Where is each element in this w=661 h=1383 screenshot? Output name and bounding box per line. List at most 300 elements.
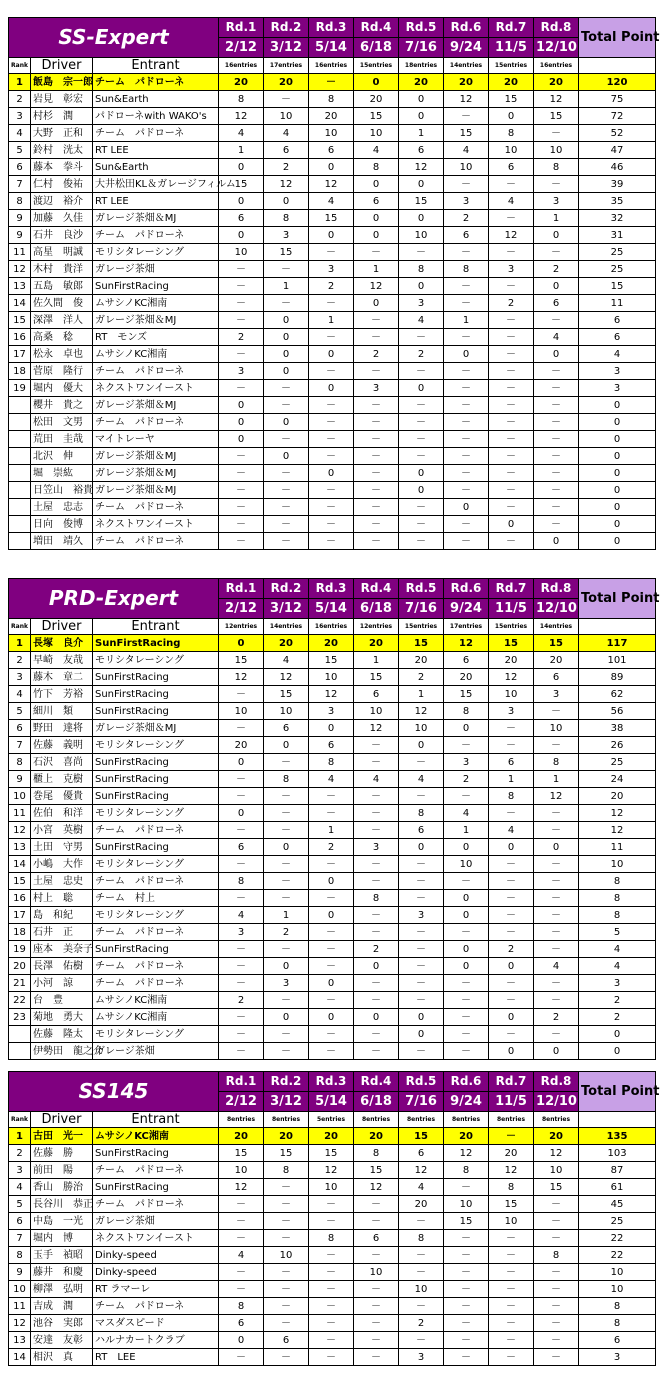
total-cell: 0 xyxy=(579,1043,656,1060)
points-cell: － xyxy=(489,873,534,890)
points-cell: 0 xyxy=(489,839,534,856)
points-cell: 6 xyxy=(219,1315,264,1332)
driver-header: Driver xyxy=(31,1112,93,1128)
points-cell: － xyxy=(399,941,444,958)
points-cell: 0 xyxy=(309,873,354,890)
standing-row xyxy=(9,108,656,125)
points-cell: － xyxy=(489,278,534,295)
points-cell: － xyxy=(264,822,309,839)
points-cell: － xyxy=(444,431,489,448)
points-cell: － xyxy=(354,516,399,533)
driver-cell: 伊勢田 龍之介 xyxy=(31,1043,93,1060)
points-cell: 6 xyxy=(354,193,399,210)
points-cell: 15 xyxy=(489,1196,534,1213)
entrant-cell: モリシタレーシング xyxy=(93,244,219,261)
class-title: SS145 xyxy=(9,1072,219,1112)
driver-cell: 佐伯 和洋 xyxy=(31,805,93,822)
entrant-cell: ガレージ茶畑＆MJ xyxy=(93,720,219,737)
round-label: Rd.1 xyxy=(219,1072,264,1092)
points-cell: － xyxy=(534,1213,579,1230)
round-date: 3/12 xyxy=(264,1092,309,1112)
total-cell: 24 xyxy=(579,771,656,788)
points-cell: 0 xyxy=(444,907,489,924)
total-cell: 8 xyxy=(579,1298,656,1315)
entrant-cell: RT LEE xyxy=(93,193,219,210)
points-cell: － xyxy=(309,1349,354,1366)
points-cell: 0 xyxy=(444,941,489,958)
points-cell: 10 xyxy=(264,703,309,720)
points-cell: 20 xyxy=(309,1128,354,1145)
points-cell: － xyxy=(219,295,264,312)
points-cell: 12 xyxy=(534,91,579,108)
entrant-cell: Dinky-speed xyxy=(93,1264,219,1281)
points-cell: 10 xyxy=(309,1179,354,1196)
points-cell: 4 xyxy=(444,805,489,822)
points-cell: 10 xyxy=(354,703,399,720)
rank-cell: 23 xyxy=(9,1009,31,1026)
points-cell: 4 xyxy=(354,142,399,159)
standing-row xyxy=(9,822,656,839)
points-cell: 12 xyxy=(534,788,579,805)
points-cell: 8 xyxy=(534,1247,579,1264)
standing-row xyxy=(9,975,656,992)
round-label: Rd.4 xyxy=(354,579,399,599)
points-cell: 8 xyxy=(354,1145,399,1162)
points-cell: 0 xyxy=(264,363,309,380)
round-date: 9/24 xyxy=(444,599,489,619)
points-cell: 15 xyxy=(489,635,534,652)
points-cell: 8 xyxy=(219,91,264,108)
points-cell: － xyxy=(219,1043,264,1060)
points-cell: 0 xyxy=(534,278,579,295)
round-label: Rd.5 xyxy=(399,579,444,599)
rank-cell: 1 xyxy=(9,635,31,652)
driver-cell: 松永 卓也 xyxy=(31,346,93,363)
rank-cell: 7 xyxy=(9,737,31,754)
round-date: 5/14 xyxy=(309,38,354,58)
points-cell: 0 xyxy=(534,839,579,856)
rank-cell xyxy=(9,1043,31,1060)
total-cell: 25 xyxy=(579,1213,656,1230)
rank-cell: 16 xyxy=(9,329,31,346)
points-cell: － xyxy=(444,924,489,941)
points-cell: － xyxy=(309,363,354,380)
total-cell: 72 xyxy=(579,108,656,125)
points-cell: － xyxy=(489,176,534,193)
total-cell: 6 xyxy=(579,329,656,346)
header-row xyxy=(9,1072,656,1092)
driver-cell: 日向 俊博 xyxy=(31,516,93,533)
points-cell: － xyxy=(534,1281,579,1298)
points-cell: － xyxy=(219,533,264,550)
points-cell: － xyxy=(399,890,444,907)
entrant-cell: モリシタレーシング xyxy=(93,737,219,754)
points-cell: － xyxy=(489,329,534,346)
round-label: Rd.3 xyxy=(309,1072,354,1092)
points-cell: － xyxy=(489,1298,534,1315)
points-cell: － xyxy=(534,1196,579,1213)
points-cell: － xyxy=(534,890,579,907)
points-cell: － xyxy=(309,329,354,346)
points-cell: 1 xyxy=(489,771,534,788)
points-cell: － xyxy=(354,1196,399,1213)
points-cell: － xyxy=(489,499,534,516)
points-cell: 0 xyxy=(309,1009,354,1026)
standing-row xyxy=(9,176,656,193)
points-cell: － xyxy=(219,1196,264,1213)
driver-cell: 藤本 拳斗 xyxy=(31,159,93,176)
points-cell: － xyxy=(219,312,264,329)
points-cell: 6 xyxy=(399,142,444,159)
entries-count: 14entries xyxy=(444,58,489,74)
round-date: 3/12 xyxy=(264,599,309,619)
entrant-cell: Sun&Earth xyxy=(93,159,219,176)
points-cell: 20 xyxy=(534,652,579,669)
entries-count: 12entries xyxy=(219,619,264,635)
entries-count: 8entries xyxy=(444,1112,489,1128)
rank-cell: 4 xyxy=(9,1179,31,1196)
points-cell: 8 xyxy=(354,159,399,176)
points-cell: － xyxy=(489,907,534,924)
points-cell: － xyxy=(354,448,399,465)
points-cell: 0 xyxy=(534,346,579,363)
rank-cell: 14 xyxy=(9,856,31,873)
driver-cell: 前田 陽 xyxy=(31,1162,93,1179)
points-cell: － xyxy=(219,890,264,907)
points-cell: － xyxy=(399,363,444,380)
points-cell: 8 xyxy=(444,703,489,720)
total-cell: 38 xyxy=(579,720,656,737)
points-cell: 6 xyxy=(534,669,579,686)
driver-cell: 岩見 彰宏 xyxy=(31,91,93,108)
points-cell: 3 xyxy=(444,193,489,210)
total-cell: 0 xyxy=(579,533,656,550)
driver-cell: 中島 一光 xyxy=(31,1213,93,1230)
points-cell: 12 xyxy=(309,686,354,703)
points-cell: 0 xyxy=(399,1009,444,1026)
points-cell: 3 xyxy=(309,703,354,720)
points-cell: 0 xyxy=(309,227,354,244)
rank-cell xyxy=(9,431,31,448)
total-cell: 75 xyxy=(579,91,656,108)
standing-row xyxy=(9,737,656,754)
round-label: Rd.7 xyxy=(489,18,534,38)
points-cell: － xyxy=(309,1298,354,1315)
total-cell: 11 xyxy=(579,839,656,856)
points-cell: － xyxy=(309,1264,354,1281)
entries-count: 16entries xyxy=(219,58,264,74)
points-cell: 3 xyxy=(489,703,534,720)
points-cell: 0 xyxy=(489,108,534,125)
points-cell: 8 xyxy=(264,1162,309,1179)
points-cell: － xyxy=(354,329,399,346)
standing-row xyxy=(9,958,656,975)
points-cell: － xyxy=(264,397,309,414)
points-cell: － xyxy=(264,941,309,958)
points-cell: 0 xyxy=(264,1009,309,1026)
points-cell: － xyxy=(534,363,579,380)
entrant-cell: チーム パドローネ xyxy=(93,125,219,142)
entrant-cell: SunFirstRacing xyxy=(93,771,219,788)
driver-cell: 土田 守男 xyxy=(31,839,93,856)
rank-cell: 3 xyxy=(9,108,31,125)
entries-count: 15entries xyxy=(489,619,534,635)
entrant-cell: チーム パドローネ xyxy=(93,1162,219,1179)
standing-row xyxy=(9,941,656,958)
points-cell: － xyxy=(354,1213,399,1230)
entrant-cell: パドローネwith WAKO's xyxy=(93,108,219,125)
points-cell: 10 xyxy=(489,1213,534,1230)
points-cell: 0 xyxy=(399,839,444,856)
points-cell: － xyxy=(399,516,444,533)
rank-cell: 20 xyxy=(9,958,31,975)
points-cell: － xyxy=(309,1281,354,1298)
round-label: Rd.4 xyxy=(354,1072,399,1092)
driver-cell: 大野 正和 xyxy=(31,125,93,142)
points-cell: 10 xyxy=(534,142,579,159)
points-cell: 0 xyxy=(489,1043,534,1060)
points-cell: 15 xyxy=(534,108,579,125)
points-cell: － xyxy=(444,737,489,754)
points-cell: 0 xyxy=(309,346,354,363)
points-cell: － xyxy=(354,414,399,431)
total-cell: 0 xyxy=(579,482,656,499)
rank-cell: 2 xyxy=(9,652,31,669)
points-cell: 8 xyxy=(309,1230,354,1247)
entries-count: 8entries xyxy=(264,1112,309,1128)
standing-row xyxy=(9,703,656,720)
total-cell: 5 xyxy=(579,924,656,941)
standing-row xyxy=(9,125,656,142)
points-cell: － xyxy=(219,482,264,499)
points-cell: － xyxy=(264,788,309,805)
points-cell: 1 xyxy=(534,771,579,788)
driver-cell: 村杉 潤 xyxy=(31,108,93,125)
round-label: Rd.4 xyxy=(354,18,399,38)
points-cell: － xyxy=(534,516,579,533)
points-cell: 0 xyxy=(219,635,264,652)
rank-cell: 7 xyxy=(9,1230,31,1247)
round-label: Rd.2 xyxy=(264,579,309,599)
total-cell: 87 xyxy=(579,1162,656,1179)
driver-cell: 藤井 和慶 xyxy=(31,1264,93,1281)
points-cell: 0 xyxy=(399,210,444,227)
points-cell: － xyxy=(489,346,534,363)
round-date: 11/5 xyxy=(489,1092,534,1112)
round-label: Rd.8 xyxy=(534,18,579,38)
points-cell: 0 xyxy=(399,380,444,397)
round-date: 7/16 xyxy=(399,1092,444,1112)
driver-cell: 佐久間 俊 xyxy=(31,295,93,312)
points-cell: － xyxy=(444,278,489,295)
rank-cell xyxy=(9,516,31,533)
points-cell: － xyxy=(534,1230,579,1247)
points-cell: 2 xyxy=(399,1315,444,1332)
rank-cell: 9 xyxy=(9,210,31,227)
total-cell: 0 xyxy=(579,1026,656,1043)
points-cell: 0 xyxy=(264,737,309,754)
round-date: 3/12 xyxy=(264,38,309,58)
standing-row xyxy=(9,142,656,159)
points-cell: 0 xyxy=(354,1009,399,1026)
points-cell: － xyxy=(399,975,444,992)
points-cell: － xyxy=(354,856,399,873)
points-cell: 2 xyxy=(489,295,534,312)
total-cell: 11 xyxy=(579,295,656,312)
points-cell: 0 xyxy=(489,958,534,975)
standing-row xyxy=(9,805,656,822)
points-cell: 10 xyxy=(219,244,264,261)
entries-count: 15entries xyxy=(489,58,534,74)
points-cell: 15 xyxy=(534,1179,579,1196)
round-label: Rd.3 xyxy=(309,579,354,599)
points-cell: － xyxy=(354,533,399,550)
total-cell: 8 xyxy=(579,873,656,890)
points-cell: － xyxy=(264,856,309,873)
points-cell: － xyxy=(219,1349,264,1366)
points-cell: － xyxy=(489,890,534,907)
points-cell: － xyxy=(354,1281,399,1298)
points-cell: － xyxy=(219,1264,264,1281)
points-cell: － xyxy=(444,295,489,312)
rank-cell: 7 xyxy=(9,176,31,193)
points-cell: 0 xyxy=(399,91,444,108)
round-date: 5/14 xyxy=(309,599,354,619)
round-label: Rd.6 xyxy=(444,1072,489,1092)
entrant-cell: SunFirstRacing xyxy=(93,839,219,856)
points-cell: 6 xyxy=(264,1332,309,1349)
points-cell: 10 xyxy=(309,125,354,142)
points-cell: 10 xyxy=(399,227,444,244)
rank-cell xyxy=(9,465,31,482)
entries-count: 8entries xyxy=(219,1112,264,1128)
standing-row xyxy=(9,873,656,890)
total-cell: 22 xyxy=(579,1247,656,1264)
points-cell: 0 xyxy=(219,1332,264,1349)
points-cell: － xyxy=(399,1043,444,1060)
standing-row xyxy=(9,652,656,669)
entries-count: 14entries xyxy=(534,619,579,635)
points-cell: 12 xyxy=(219,1179,264,1196)
points-cell: － xyxy=(219,1026,264,1043)
points-cell: － xyxy=(309,1315,354,1332)
entrant-cell: チーム パドローネ xyxy=(93,924,219,941)
points-cell: － xyxy=(399,244,444,261)
total-cell: 62 xyxy=(579,686,656,703)
points-cell: 3 xyxy=(264,227,309,244)
points-cell: 12 xyxy=(354,278,399,295)
points-cell: － xyxy=(309,1213,354,1230)
points-cell: 20 xyxy=(309,108,354,125)
points-cell: 0 xyxy=(399,108,444,125)
total-cell: 135 xyxy=(579,1128,656,1145)
points-cell: 10 xyxy=(264,108,309,125)
points-cell: 0 xyxy=(219,227,264,244)
points-cell: 15 xyxy=(444,1213,489,1230)
points-cell: 6 xyxy=(489,159,534,176)
driver-cell: 古田 光一 xyxy=(31,1128,93,1145)
points-cell: － xyxy=(444,1332,489,1349)
points-cell: 2 xyxy=(354,941,399,958)
points-cell: 6 xyxy=(264,142,309,159)
standing-row xyxy=(9,992,656,1009)
points-cell: 10 xyxy=(219,1162,264,1179)
points-cell: 8 xyxy=(399,805,444,822)
entrant-cell: SunFirstRacing xyxy=(93,686,219,703)
standing-row xyxy=(9,295,656,312)
points-cell: － xyxy=(264,992,309,1009)
driver-cell: 巻尾 優貴 xyxy=(31,788,93,805)
points-cell: － xyxy=(219,771,264,788)
points-cell: － xyxy=(264,1179,309,1196)
entrant-cell: SunFirstRacing xyxy=(93,669,219,686)
rank-cell: 1 xyxy=(9,74,31,91)
standing-row xyxy=(9,278,656,295)
total-cell: 4 xyxy=(579,346,656,363)
points-cell: － xyxy=(354,465,399,482)
points-cell: 8 xyxy=(489,788,534,805)
entries-count: 5entries xyxy=(309,1112,354,1128)
entrant-cell: ガレージ茶畑＆MJ xyxy=(93,397,219,414)
points-cell: 20 xyxy=(489,652,534,669)
points-cell: 12 xyxy=(264,176,309,193)
points-cell: － xyxy=(444,414,489,431)
points-cell: 20 xyxy=(354,635,399,652)
points-cell: － xyxy=(309,890,354,907)
total-cell: 10 xyxy=(579,856,656,873)
points-cell: － xyxy=(354,397,399,414)
points-cell: － xyxy=(534,873,579,890)
points-cell: 15 xyxy=(264,244,309,261)
total-cell: 31 xyxy=(579,227,656,244)
points-cell: － xyxy=(264,1349,309,1366)
points-cell: 20 xyxy=(534,1128,579,1145)
points-cell: － xyxy=(309,516,354,533)
round-label: Rd.5 xyxy=(399,1072,444,1092)
points-cell: 0 xyxy=(489,1009,534,1026)
points-cell: 6 xyxy=(399,822,444,839)
driver-cell: 菅原 隆行 xyxy=(31,363,93,380)
points-cell: 1 xyxy=(444,312,489,329)
round-date: 12/10 xyxy=(534,1092,579,1112)
points-cell: － xyxy=(219,261,264,278)
points-cell: 0 xyxy=(444,839,489,856)
entrant-cell: Dinky-speed xyxy=(93,1247,219,1264)
round-date: 6/18 xyxy=(354,1092,399,1112)
entrant-cell: チーム 村上 xyxy=(93,890,219,907)
column-header-row xyxy=(9,1112,656,1128)
points-cell: 0 xyxy=(264,448,309,465)
standing-row xyxy=(9,448,656,465)
points-cell: － xyxy=(354,907,399,924)
rank-cell: 6 xyxy=(9,1213,31,1230)
points-cell: － xyxy=(489,1281,534,1298)
points-cell: － xyxy=(219,346,264,363)
entrant-cell: ムサシノKC湘南 xyxy=(93,1009,219,1026)
total-cell: 3 xyxy=(579,1349,656,1366)
points-cell: 12 xyxy=(309,176,354,193)
points-cell: 0 xyxy=(489,516,534,533)
standing-row xyxy=(9,1043,656,1060)
rank-cell: 10 xyxy=(9,1281,31,1298)
points-cell: 10 xyxy=(444,856,489,873)
points-cell: － xyxy=(489,1332,534,1349)
points-cell: － xyxy=(444,788,489,805)
points-cell: 0 xyxy=(534,227,579,244)
points-cell: － xyxy=(309,958,354,975)
entrant-cell: ハルナカートクラブ xyxy=(93,1332,219,1349)
total-cell: 117 xyxy=(579,635,656,652)
